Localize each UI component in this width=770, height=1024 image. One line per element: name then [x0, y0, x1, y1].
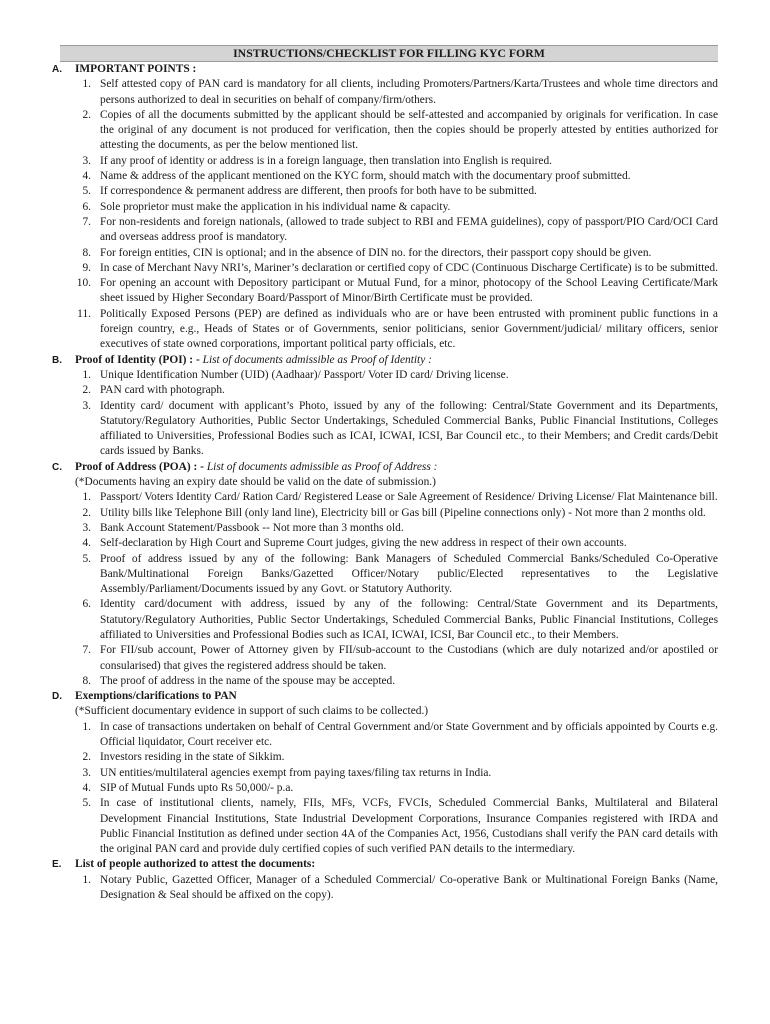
section-title: Proof of Address (POA) : -: [75, 460, 204, 473]
section-subtitle: List of documents admissible as Proof of Identity :: [202, 353, 432, 366]
list-item: [52, 506, 718, 521]
list-item: [52, 200, 718, 215]
section-title: Exemptions/clarifications to PAN: [75, 690, 237, 703]
item-text: Bank Account Statement/Passbook -- Not more than 3 months old.: [100, 521, 404, 534]
section-letter: E.: [52, 859, 62, 871]
section-title: IMPORTANT POINTS :: [75, 63, 197, 75]
section-b: [52, 353, 718, 460]
section-heading: [52, 62, 718, 77]
item-number: 8.: [82, 674, 91, 687]
item-text: Identity card/document with address, issued by any of the following: Central/State Government and its Departments, Statutory/Regulatory Authorities, Public Sector Undertakings, Scheduled Commercial Banks, Public Financial Institutions, Colleges affiliated to Universities and Professional Bodies such as ICAI, ICWAI, ICSI, Bar Council etc., to their Members.: [100, 598, 718, 641]
list-item: [52, 261, 718, 276]
item-number: 3.: [82, 521, 91, 534]
item-text: Sole proprietor must make the application in his individual name & capacity.: [100, 200, 451, 213]
list-item: [52, 108, 718, 154]
list-item: [52, 674, 718, 689]
item-number: 8.: [82, 246, 91, 259]
item-number: 6.: [82, 598, 91, 611]
item-text: In case of transactions undertaken on behalf of Central Government and/or State Government and by officials appointed by Courts e.g. Official liquidator, Court receiver etc.: [100, 720, 718, 749]
item-text: Politically Exposed Persons (PEP) are defined as individuals who are or have been entrusted with prominent public functions in a foreign country, e.g., Heads of States or of Governments, senior politicians, senior Government/judicial/ military officers, senior executives of state owned corporations, important political party officials, etc.: [100, 307, 718, 351]
page-title: INSTRUCTIONS/CHECKLIST FOR FILLING KYC FORM: [60, 45, 718, 62]
section-heading: [52, 460, 718, 475]
item-number: 2.: [82, 108, 91, 121]
item-text: Passport/ Voters Identity Card/ Ration Card/ Registered Lease or Sale Agreement of Residence/ Driving License/ Flat Maintenance bill.: [100, 491, 718, 504]
item-text: Name & address of the applicant mentioned on the KYC form, should match with the documentary proof submitted.: [100, 170, 631, 183]
section-heading: [52, 857, 718, 872]
list-item: [52, 169, 718, 184]
list-item: [52, 597, 718, 643]
list-item: [52, 552, 718, 598]
item-text: If correspondence & permanent address are different, then proofs for both have to be submitted.: [100, 185, 537, 198]
item-number: 5.: [82, 797, 91, 810]
section-subtitle: List of documents admissible as Proof of Address :: [206, 460, 438, 473]
item-number: 7.: [82, 215, 91, 228]
item-list: [52, 490, 718, 689]
item-list: [52, 720, 718, 858]
item-text: Unique Identification Number (UID) (Aadhaar)/ Passport/ Voter ID card/ Driving license.: [100, 368, 509, 381]
item-number: 5.: [82, 552, 91, 565]
item-text: Self-declaration by High Court and Supreme Court judges, giving the new address in respect of their own accounts.: [100, 537, 627, 550]
section-letter: B.: [52, 354, 62, 366]
section-letter: A.: [52, 64, 62, 75]
item-number: 10.: [76, 277, 91, 290]
section-note: (*Documents having an expiry date should be valid on the date of submission.): [75, 476, 436, 489]
item-text: Proof of address issued by any of the following: Bank Managers of Scheduled Commercial Banks/Scheduled Co-Operative Bank/Multinational Foreign Banks/Gazetted Officer/Notary public/Elected representatives to the Legislative Assembly/Parliament/Documents issued by any Govt. or Statutory Authority.: [100, 552, 718, 596]
list-item: [52, 643, 718, 674]
item-number: 7.: [82, 644, 91, 657]
item-text: PAN card with photograph.: [100, 384, 225, 397]
item-list: [52, 368, 718, 460]
list-item: [52, 873, 718, 904]
item-number: 4.: [82, 170, 91, 183]
section-letter: C.: [52, 461, 62, 473]
item-text: In case of institutional clients, namely, FIIs, MFs, VCFs, FVCIs, Scheduled Commercial Banks, Multilateral and Bilateral Development Financial Institutions, State Industrial Development Corporations, Insurance Companies registered with IRDA and Public Financial Institution as defined under section 4A of the Companies Act, 1956, Custodians shall verify the PAN card details with the original PAN card and provide duly certified copies of such verified PAN details to the intermediary.: [100, 797, 718, 856]
section-e: [52, 857, 718, 903]
item-text: SIP of Mutual Funds upto Rs 50,000/- p.a.: [100, 781, 294, 794]
list-item: [52, 766, 718, 781]
item-text: Self attested copy of PAN card is mandatory for all clients, including Promoters/Partners/Karta/Trustees and whole time directors and persons authorized to deal in securities on behalf of company/firm/others.: [100, 78, 718, 106]
item-text: Identity card/ document with applicant’s Photo, issued by any of the following: Central/State Government and its Departments, Statutory/Regulatory Authorities, Public Sector Undertakings, Scheduled Commercial Banks, Public Financial Institutions, Colleges affiliated to Universities, Professional Bodies such as ICAI, ICWAI, ICSI, Bar Council etc., to their Members; and Credit cards/Debit cards issued by Banks.: [100, 399, 718, 458]
item-number: 2.: [82, 384, 91, 397]
item-number: 5.: [82, 185, 91, 198]
item-number: 3.: [82, 154, 91, 167]
list-item: [52, 154, 718, 169]
item-text: In case of Merchant Navy NRI’s, Mariner’s declaration or certified copy of CDC (Continuous Discharge Certificate) is to be submitted.: [100, 261, 718, 274]
list-item: [52, 720, 718, 751]
item-number: 2.: [82, 751, 91, 764]
section-letter: D.: [52, 691, 62, 703]
item-number: 3.: [82, 766, 91, 779]
list-item: [52, 490, 718, 505]
sections-container: [52, 62, 718, 903]
list-item: [52, 399, 718, 460]
item-text: Copies of all the documents submitted by the applicant should be self-attested and accompanied by originals for verification. In case the original of any document is not produced for verification, then the copies should be properly attested by entities authorized for attesting the documents, as per the below mentioned list.: [100, 108, 718, 152]
list-item: [52, 77, 718, 108]
item-number: 1.: [82, 720, 91, 733]
item-text: The proof of address in the name of the spouse may be accepted.: [100, 674, 396, 687]
section-a: [52, 62, 718, 353]
list-item: [52, 215, 718, 246]
item-number: 6.: [82, 200, 91, 213]
item-number: 4.: [82, 537, 91, 550]
section-c: [52, 460, 718, 689]
list-item: [52, 307, 718, 353]
item-text: For foreign entities, CIN is optional; and in the absence of DIN no. for the directors, their passport copy should be given.: [100, 246, 652, 259]
item-list: [52, 873, 718, 904]
item-number: 1.: [82, 491, 91, 504]
item-text: Utility bills like Telephone Bill (only land line), Electricity bill or Gas bill (Pipeline connections only) - Not more than 2 months old.: [100, 506, 706, 519]
item-text: For non-residents and foreign nationals, (allowed to trade subject to RBI and FEMA guidelines), copy of passport/PIO Card/OCI Card and overseas address proof is mandatory.: [100, 215, 718, 244]
item-text: UN entities/multilateral agencies exempt from paying taxes/filing tax returns in India.: [100, 766, 492, 779]
item-number: 1.: [82, 873, 91, 886]
list-item: [52, 536, 718, 551]
item-list: [52, 77, 718, 352]
list-item: [52, 246, 718, 261]
list-item: [52, 750, 718, 765]
list-item: [52, 796, 718, 857]
item-text: For opening an account with Depository participant or Mutual Fund, for a minor, photocopy of the School Leaving Certificate/Mark sheet issued by Higher Secondary Board/Passport of Minor/Birth Certificate must be provided.: [100, 277, 718, 305]
item-number: 3.: [82, 399, 91, 412]
item-text: If any proof of identity or address is in a foreign language, then translation into English is required.: [100, 154, 553, 167]
section-heading: [52, 689, 718, 704]
list-item: [52, 521, 718, 536]
item-number: 9.: [82, 261, 91, 274]
item-text: For FII/sub account, Power of Attorney given by FII/sub-account to the Custodians (which are duly notarized and/or apostiled or consularised) that gives the registered address should be taken.: [100, 644, 718, 672]
item-number: 2.: [82, 506, 91, 519]
list-item: [52, 781, 718, 796]
item-text: Notary Public, Gazetted Officer, Manager of a Scheduled Commercial/ Co-operative Bank or Multinational Foreign Banks (Name, Designation & Seal should be affixed on the copy).: [100, 873, 718, 902]
item-number: 1.: [82, 78, 91, 91]
section-d: [52, 689, 718, 857]
section-heading: [52, 353, 718, 368]
section-note: (*Sufficient documentary evidence in support of such claims to be collected.): [75, 705, 429, 718]
list-item: [52, 184, 718, 199]
section-title: Proof of Identity (POI) : -: [75, 353, 200, 366]
item-text: Investors residing in the state of Sikkim.: [100, 751, 285, 764]
list-item: [52, 383, 718, 398]
item-number: 11.: [77, 307, 91, 320]
section-title: List of people authorized to attest the documents:: [75, 858, 316, 871]
list-item: [52, 276, 718, 307]
item-number: 1.: [82, 368, 91, 381]
list-item: [52, 368, 718, 383]
item-number: 4.: [82, 781, 91, 794]
